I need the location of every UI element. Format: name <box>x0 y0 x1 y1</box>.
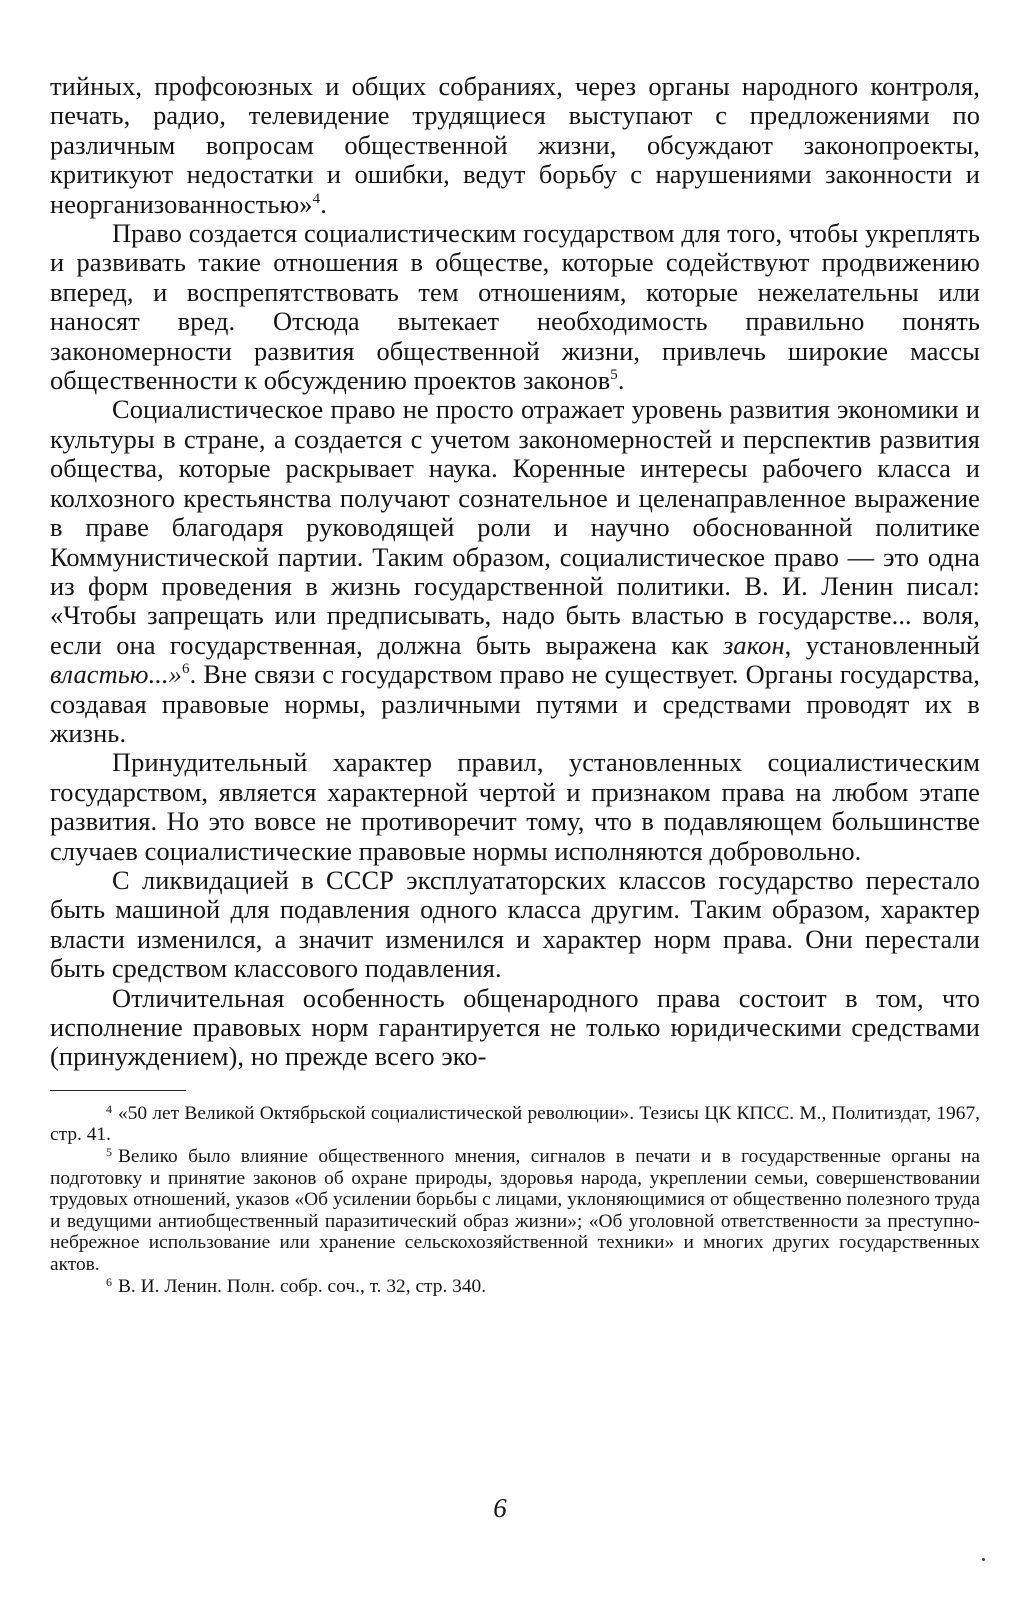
paragraph-1-tail: . <box>320 188 327 219</box>
paragraph-1-text: тийных, профсоюзных и общих собраниях, через органы народного контроля, печать, радио, телевидение трудящиеся выступают с предложениями по различным вопросам общественной жизни, обсуждают законопроекты, критикуют недостатки и ошибки, ведут борьбу с нарушениями законности и неорганизованностью» <box>50 71 980 219</box>
footnote-ref-5[interactable]: 5 <box>610 367 618 384</box>
print-speck <box>982 1558 985 1561</box>
footnote-6-text: Полн. собр. соч., т. 32, стр. 340. <box>226 1275 487 1297</box>
footnote-4-number: 4 <box>106 1101 112 1116</box>
paragraph-1 <box>50 72 980 219</box>
italic-word-zakon: закон <box>723 629 785 660</box>
footnote-6 <box>50 1276 980 1298</box>
footnote-6-author: В. И. Ленин. <box>118 1275 222 1297</box>
footnote-ref-6[interactable]: 6 <box>181 661 190 678</box>
main-text <box>50 72 980 1072</box>
page-number: 6 <box>493 1493 507 1523</box>
italic-word-vlastyu: властью <box>50 659 149 690</box>
paragraph-3-text-c: ...» <box>148 659 182 690</box>
footnote-5 <box>50 1146 980 1276</box>
footnote-divider <box>50 1090 186 1091</box>
paragraph-3-text-b: , установленный <box>784 629 980 660</box>
paragraph-3-text-d: . Вне связи с государством право не существует. Органы государства, создавая правовые нормы, различными путями и средствами проводят их в жизнь. <box>50 659 980 748</box>
paragraph-6-text: Отличительная особенность общенародного права состоит в том, что исполнение правовых норм гарантируется не только юридическими средствами (принуждением), но прежде всего эко- <box>50 982 980 1072</box>
paragraph-3-text-a: Социалистическое право не просто отражает уровень развития экономики и культуры в стране, а создается с учетом закономерностей и перспектив развития общества, которые раскрывает наука. Коренные интересы рабочего класса и колхозного крестьянства получают сознательное и целенаправленное выражение в праве благодаря руководящей роли и научно обоснованной политике Коммунистической партии. Таким образом, социалистическое право — это одна из форм проведения в жизнь государственной политики. В. И. Ленин писал: «Чтобы запрещать или предписывать, надо быть властью в государстве... воля, если она государственная, должна быть выражена как <box>50 394 980 660</box>
paragraph-5 <box>50 866 980 984</box>
footnotes <box>50 1103 980 1297</box>
footnote-5-text: Велико было влияние общественного мнения, сигналов в печати и в государственные органы на подготовку и принятие законов об охране природы, здоровья народа, укреплении семьи, совершенствовании трудовых отношений, указов «Об усилении борьбы с лицами, уклоняющимися от общественно полезного труда и ведущими антиобщественный паразитический образ жизни»; «Об уголовной ответственности за преступно-небрежное использование или хранение сельскохозяйственной техники» и многих других государственных актов. <box>50 1146 980 1275</box>
footnote-4 <box>50 1103 980 1146</box>
paragraph-2 <box>50 219 980 395</box>
footnote-4-text: «50 лет Великой Октябрьской социалистической революции». Тезисы ЦК КПСС. М., Политиздат, 1967, стр. 41. <box>50 1102 980 1146</box>
paragraph-2-tail: . <box>617 365 625 396</box>
paragraph-4-text: Принудительный характер правил, установленных социалистическим государством, является характерной чертой и признаком права на любом этапе развития. Но это вовсе не противоречит тому, что в подавляющем большинстве случаев социалистические правовые нормы исполняются добровольно. <box>50 747 980 866</box>
footnote-6-number: 6 <box>106 1274 112 1289</box>
footnote-ref-4[interactable]: 4 <box>312 190 321 207</box>
paragraph-5-text: С ликвидацией в СССР эксплуататорских классов государство перестало быть машиной для подавления одного класса другим. Таким образом, характер власти изменился, а значит изменился и характер норм права. Они перестали быть средством классового подавления. <box>50 864 980 984</box>
paragraph-2-text: Право создается социалистическим государством для того, чтобы укреплять и развивать такие отношения в обществе, которые содействуют продвижению вперед, и воспрепятствовать тем отношениям, которые нежелательны или наносят вред. Отсюда вытекает необходимость правильно понять закономерности развития общественной жизни, привлечь широкие массы общественности к обсуждению проектов законов <box>50 218 980 396</box>
paragraph-4 <box>50 748 980 866</box>
paragraph-6 <box>50 984 980 1072</box>
footnote-5-number: 5 <box>106 1145 112 1159</box>
page-content <box>50 72 980 1297</box>
paragraph-3 <box>50 395 980 748</box>
